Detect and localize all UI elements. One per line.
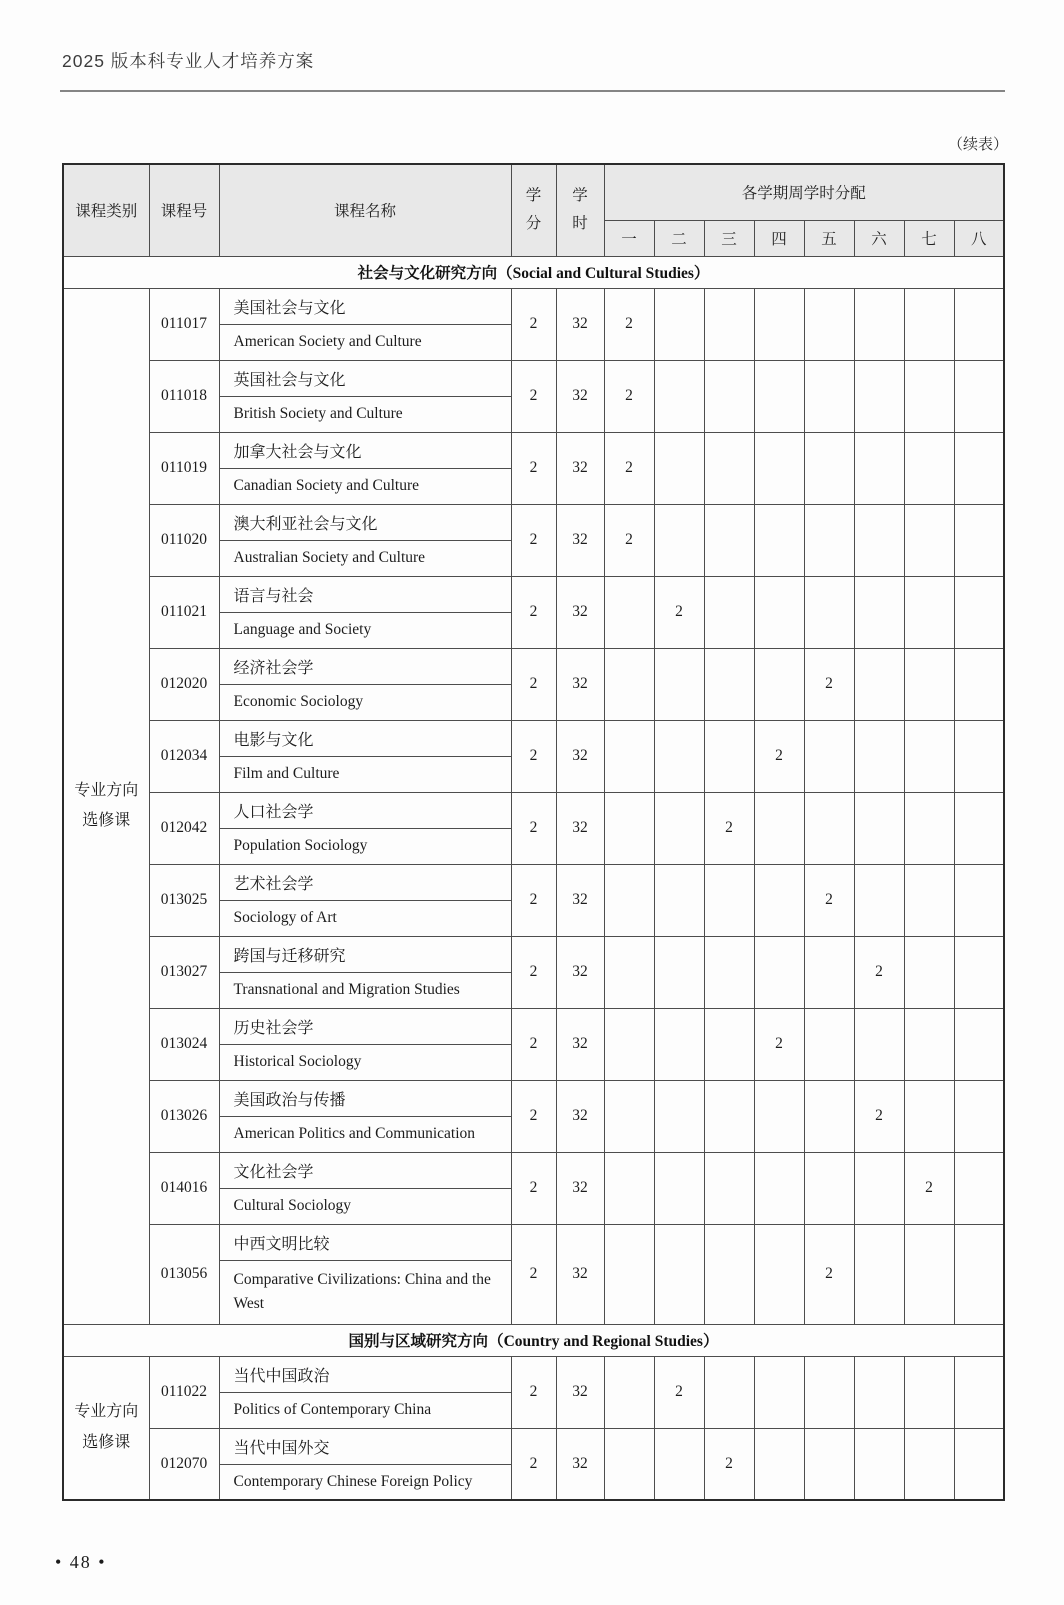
semester-value (654, 288, 704, 360)
semester-value (704, 1224, 754, 1324)
semester-value (754, 360, 804, 432)
semester-value (854, 1428, 904, 1500)
header-semester-6: 六 (854, 220, 904, 256)
semester-value (804, 792, 854, 864)
semester-value (954, 576, 1004, 648)
semester-value: 2 (804, 864, 854, 936)
semester-value (754, 936, 804, 1008)
course-code: 011021 (149, 576, 219, 648)
semester-value (704, 648, 754, 720)
semester-value (654, 864, 704, 936)
course-schedule-table (62, 163, 1005, 1501)
hours-value: 32 (556, 720, 604, 792)
credits-value: 2 (511, 792, 556, 864)
semester-value (654, 1224, 704, 1324)
course-name-en: Politics of Contemporary China (219, 1392, 511, 1428)
semester-value (954, 1428, 1004, 1500)
semester-value (904, 720, 954, 792)
section-title-social-cultural: 社会与文化研究方向（Social and Cultural Studies） (63, 256, 1004, 288)
semester-value (754, 288, 804, 360)
semester-value (754, 1356, 804, 1428)
header-semester-group: 各学期周学时分配 (604, 164, 1004, 220)
header-semester-1: 一 (604, 220, 654, 256)
semester-value (904, 936, 954, 1008)
header-divider (60, 90, 1005, 92)
semester-value (954, 1224, 1004, 1324)
semester-value (704, 720, 754, 792)
credits-value: 2 (511, 1356, 556, 1428)
credits-value: 2 (511, 1428, 556, 1500)
header-course-no: 课程号 (149, 164, 219, 256)
semester-value (904, 1080, 954, 1152)
semester-value (804, 504, 854, 576)
continued-table-note: （续表） (947, 137, 1008, 153)
semester-value: 2 (654, 1356, 704, 1428)
hours-value: 32 (556, 1152, 604, 1224)
course-code: 012034 (149, 720, 219, 792)
hours-value: 32 (556, 1224, 604, 1324)
semester-value (804, 1080, 854, 1152)
credits-value: 2 (511, 432, 556, 504)
semester-value (754, 576, 804, 648)
semester-value (654, 504, 704, 576)
section-title-country-regional: 国别与区域研究方向（Country and Regional Studies） (63, 1324, 1004, 1356)
credits-value: 2 (511, 504, 556, 576)
course-name-en: British Society and Culture (219, 396, 511, 432)
semester-value (654, 1080, 704, 1152)
semester-value (704, 576, 754, 648)
course-name-zh: 经济社会学 (219, 648, 511, 684)
semester-value: 2 (654, 576, 704, 648)
semester-value: 2 (804, 648, 854, 720)
semester-value (904, 432, 954, 504)
course-code: 013024 (149, 1008, 219, 1080)
course-name-zh: 人口社会学 (219, 792, 511, 828)
course-name-en: Sociology of Art (219, 900, 511, 936)
course-name-en: Canadian Society and Culture (219, 468, 511, 504)
course-code: 012070 (149, 1428, 219, 1500)
semester-value (854, 360, 904, 432)
hours-value: 32 (556, 504, 604, 576)
semester-value (704, 432, 754, 504)
semester-value (954, 1356, 1004, 1428)
semester-value (654, 1428, 704, 1500)
hours-value: 32 (556, 864, 604, 936)
course-name-zh: 当代中国政治 (219, 1356, 511, 1392)
course-code: 014016 (149, 1152, 219, 1224)
semester-value (804, 720, 854, 792)
semester-value: 2 (704, 1428, 754, 1500)
semester-value (954, 288, 1004, 360)
course-name-en: Australian Society and Culture (219, 540, 511, 576)
semester-value (954, 432, 1004, 504)
semester-value (604, 864, 654, 936)
course-name-zh: 澳大利亚社会与文化 (219, 504, 511, 540)
credits-value: 2 (511, 1008, 556, 1080)
course-name-zh: 英国社会与文化 (219, 360, 511, 396)
semester-value (954, 1080, 1004, 1152)
semester-value: 2 (704, 792, 754, 864)
hours-value: 32 (556, 1008, 604, 1080)
semester-value (954, 1008, 1004, 1080)
semester-value (854, 576, 904, 648)
semester-value (604, 792, 654, 864)
semester-value: 2 (604, 360, 654, 432)
semester-value (904, 576, 954, 648)
credits-value: 2 (511, 288, 556, 360)
course-name-zh: 中西文明比较 (219, 1224, 511, 1260)
semester-value (854, 792, 904, 864)
course-code: 011020 (149, 504, 219, 576)
hours-value: 32 (556, 1080, 604, 1152)
credits-value: 2 (511, 576, 556, 648)
semester-value (854, 1224, 904, 1324)
semester-value (904, 1428, 954, 1500)
semester-value (604, 720, 654, 792)
header-course-name: 课程名称 (219, 164, 511, 256)
course-name-zh: 历史社会学 (219, 1008, 511, 1044)
semester-value (704, 504, 754, 576)
course-code: 013026 (149, 1080, 219, 1152)
course-code: 013025 (149, 864, 219, 936)
semester-value (604, 1008, 654, 1080)
semester-value (754, 864, 804, 936)
semester-value (754, 1152, 804, 1224)
semester-value (804, 936, 854, 1008)
credits-value: 2 (511, 1224, 556, 1324)
semester-value (654, 1152, 704, 1224)
semester-value: 2 (604, 432, 654, 504)
course-name-en: American Society and Culture (219, 324, 511, 360)
credits-value: 2 (511, 864, 556, 936)
semester-value (854, 1008, 904, 1080)
semester-value (804, 1428, 854, 1500)
semester-value (954, 720, 1004, 792)
semester-value (854, 432, 904, 504)
credits-value: 2 (511, 720, 556, 792)
course-code: 013056 (149, 1224, 219, 1324)
semester-value: 2 (604, 504, 654, 576)
credits-value: 2 (511, 360, 556, 432)
semester-value (804, 576, 854, 648)
course-code: 012020 (149, 648, 219, 720)
course-name-zh: 跨国与迁移研究 (219, 936, 511, 972)
semester-value (954, 792, 1004, 864)
semester-value (854, 504, 904, 576)
semester-value (954, 648, 1004, 720)
semester-value (904, 648, 954, 720)
semester-value (804, 1356, 854, 1428)
semester-value: 2 (854, 936, 904, 1008)
course-name-zh: 艺术社会学 (219, 864, 511, 900)
course-name-en: Contemporary Chinese Foreign Policy (219, 1464, 511, 1500)
semester-value (654, 720, 704, 792)
credits-value: 2 (511, 936, 556, 1008)
semester-value (704, 1356, 754, 1428)
header-semester-8: 八 (954, 220, 1004, 256)
semester-value (604, 648, 654, 720)
semester-value (904, 504, 954, 576)
semester-value (954, 504, 1004, 576)
course-name-zh: 加拿大社会与文化 (219, 432, 511, 468)
course-name-en: Economic Sociology (219, 684, 511, 720)
course-code: 011018 (149, 360, 219, 432)
semester-value (654, 936, 704, 1008)
course-name-en: Comparative Civilizations: China and the West (219, 1260, 511, 1324)
semester-value (804, 1008, 854, 1080)
semester-value (604, 576, 654, 648)
semester-value (704, 288, 754, 360)
semester-value (754, 432, 804, 504)
semester-value: 2 (754, 720, 804, 792)
semester-value (954, 864, 1004, 936)
course-name-zh: 美国政治与传播 (219, 1080, 511, 1116)
semester-value (904, 1224, 954, 1324)
semester-value (704, 1008, 754, 1080)
credits-value: 2 (511, 1152, 556, 1224)
credits-value: 2 (511, 1080, 556, 1152)
header-semester-4: 四 (754, 220, 804, 256)
semester-value (754, 1428, 804, 1500)
semester-value (904, 864, 954, 936)
credits-value: 2 (511, 648, 556, 720)
semester-value (704, 1152, 754, 1224)
hours-value: 32 (556, 360, 604, 432)
header-category: 课程类别 (63, 164, 149, 256)
semester-value (954, 360, 1004, 432)
hours-value: 32 (556, 576, 604, 648)
semester-value (704, 1080, 754, 1152)
semester-value (654, 432, 704, 504)
semester-value (704, 936, 754, 1008)
course-name-zh: 美国社会与文化 (219, 288, 511, 324)
course-code: 013027 (149, 936, 219, 1008)
header-hours: 学时 (556, 164, 604, 256)
header-semester-7: 七 (904, 220, 954, 256)
hours-value: 32 (556, 648, 604, 720)
semester-value (604, 936, 654, 1008)
semester-value (704, 360, 754, 432)
category-cell: 专业方向选修课 (63, 288, 149, 1324)
semester-value (904, 1008, 954, 1080)
semester-value (904, 360, 954, 432)
semester-value (754, 504, 804, 576)
course-code: 012042 (149, 792, 219, 864)
course-name-zh: 语言与社会 (219, 576, 511, 612)
course-name-zh: 文化社会学 (219, 1152, 511, 1188)
semester-value: 2 (754, 1008, 804, 1080)
semester-value (954, 1152, 1004, 1224)
semester-value: 2 (804, 1224, 854, 1324)
semester-value (654, 648, 704, 720)
semester-value (604, 1428, 654, 1500)
semester-value (854, 648, 904, 720)
document-title: 2025 版本科专业人才培养方案 (62, 51, 315, 71)
semester-value: 2 (604, 288, 654, 360)
semester-value (904, 792, 954, 864)
header-semester-2: 二 (654, 220, 704, 256)
semester-value (654, 792, 704, 864)
semester-value (804, 1152, 854, 1224)
hours-value: 32 (556, 288, 604, 360)
semester-value (804, 360, 854, 432)
course-name-en: Transnational and Migration Studies (219, 972, 511, 1008)
course-code: 011019 (149, 432, 219, 504)
semester-value (604, 1080, 654, 1152)
semester-value (754, 648, 804, 720)
course-name-en: American Politics and Communication (219, 1116, 511, 1152)
header-credits: 学分 (511, 164, 556, 256)
semester-value: 2 (854, 1080, 904, 1152)
semester-value (854, 864, 904, 936)
semester-value (704, 864, 754, 936)
semester-value (654, 1008, 704, 1080)
course-name-en: Language and Society (219, 612, 511, 648)
header-semester-3: 三 (704, 220, 754, 256)
hours-value: 32 (556, 792, 604, 864)
semester-value (954, 936, 1004, 1008)
semester-value (754, 792, 804, 864)
course-name-zh: 电影与文化 (219, 720, 511, 756)
hours-value: 32 (556, 1428, 604, 1500)
semester-value: 2 (904, 1152, 954, 1224)
hours-value: 32 (556, 432, 604, 504)
semester-value (904, 1356, 954, 1428)
semester-value (854, 288, 904, 360)
header-semester-5: 五 (804, 220, 854, 256)
semester-value (804, 432, 854, 504)
category-cell: 专业方向选修课 (63, 1356, 149, 1500)
semester-value (654, 360, 704, 432)
semester-value (854, 720, 904, 792)
course-name-en: Film and Culture (219, 756, 511, 792)
semester-value (754, 1224, 804, 1324)
semester-value (604, 1224, 654, 1324)
course-name-en: Cultural Sociology (219, 1188, 511, 1224)
semester-value (804, 288, 854, 360)
hours-value: 32 (556, 1356, 604, 1428)
course-name-zh: 当代中国外交 (219, 1428, 511, 1464)
semester-value (904, 288, 954, 360)
semester-value (754, 1080, 804, 1152)
course-name-en: Historical Sociology (219, 1044, 511, 1080)
hours-value: 32 (556, 936, 604, 1008)
course-code: 011017 (149, 288, 219, 360)
semester-value (854, 1152, 904, 1224)
semester-value (604, 1356, 654, 1428)
semester-value (604, 1152, 654, 1224)
course-code: 011022 (149, 1356, 219, 1428)
semester-value (854, 1356, 904, 1428)
course-name-en: Population Sociology (219, 828, 511, 864)
page-number: • 48 • (55, 1552, 107, 1572)
